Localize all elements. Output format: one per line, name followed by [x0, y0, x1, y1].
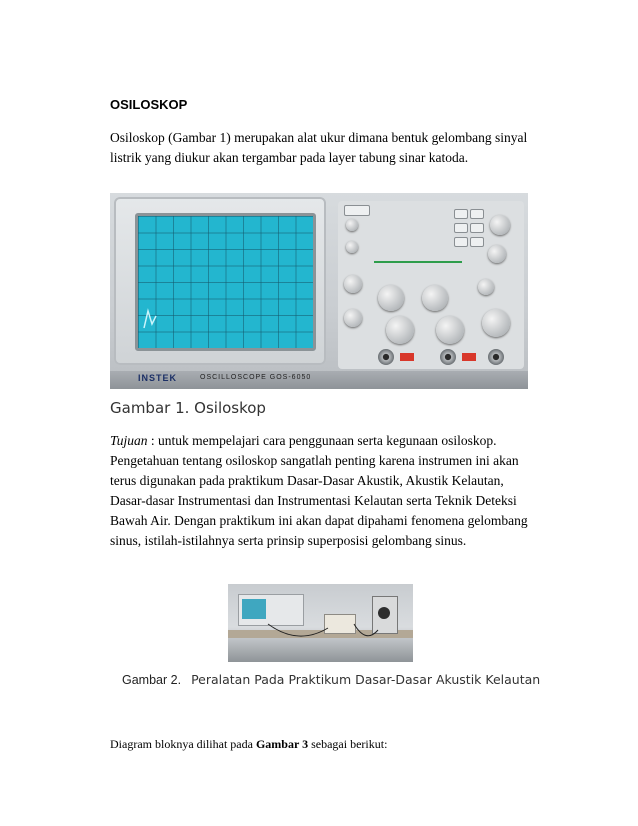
ch2-input-connector — [440, 349, 456, 365]
control-panel — [338, 201, 524, 369]
ch2-volts-div-knob — [422, 285, 448, 311]
diagram-text-before: Diagram bloknya dilihat pada — [110, 737, 256, 751]
warning-tag — [462, 353, 476, 361]
time-div-knob — [482, 309, 510, 337]
focus-knob — [344, 309, 362, 327]
panel-button — [470, 223, 484, 233]
level-knob — [488, 245, 506, 263]
ch2-position-knob — [436, 316, 464, 344]
trace-rotation-knob — [346, 241, 358, 253]
warning-tag — [400, 353, 414, 361]
figure-2-caption — [122, 672, 540, 687]
ch1-position-knob — [386, 316, 414, 344]
ext-trigger-connector — [488, 349, 504, 365]
panel-button — [470, 209, 484, 219]
power-button — [344, 205, 370, 216]
tujuan-paragraph — [110, 431, 530, 551]
intro-paragraph: Osiloskop (Gambar 1) merupakan alat ukur dimana bentuk gelombang sinyal listrik yang diukur akan tergambar pada layer tabung sinar katoda. — [110, 130, 528, 165]
tujuan-label: Tujuan — [110, 433, 148, 448]
panel-button — [454, 223, 468, 233]
panel-button — [470, 237, 484, 247]
figure-2-text: Peralatan Pada Praktikum Dasar-Dasar Akustik Kelautan — [191, 672, 541, 687]
tujuan-text: : untuk mempelajari cara penggunaan serta kegunaan osiloskop. Pengetahuan tentang osiloskop sangatlah penting karena instrumen ini akan terus digunakan pada praktikum Dasar-Dasar Akustik, Akustik Kelautan, Dasar-dasar Instrumentasi dan Instrumentasi Kelautan serta Teknik Deteksi Bawah Air. Dengan praktikum ini akan dapat dipahami fenomena gelombang sinus, istilah-istilahnya serta prinsip superposisi gelombang sinus. — [110, 433, 528, 548]
diagram-reference-line — [110, 737, 387, 752]
cables — [228, 584, 413, 662]
model-label: OSCILLOSCOPE GOS-6050 — [200, 374, 312, 381]
oscilloscope-photo — [110, 193, 528, 389]
horizontal-position-knob — [478, 279, 494, 295]
figure-1-caption: Gambar 1. Osiloskop — [110, 399, 266, 417]
ch1-input-connector — [378, 349, 394, 365]
panel-button — [454, 209, 468, 219]
ch1-volts-div-knob — [378, 285, 404, 311]
panel-button — [454, 237, 468, 247]
waveform-trace — [138, 216, 313, 348]
holdoff-knob — [490, 215, 510, 235]
vertical-section-line — [374, 261, 462, 263]
diagram-text-after: sebagai berikut: — [308, 737, 388, 751]
lab-equipment-photo — [228, 584, 413, 662]
brand-logo: INSTEK — [138, 373, 178, 383]
section-heading: OSILOSKOP — [110, 97, 188, 112]
figure-2-number: Gambar 2. — [122, 673, 182, 687]
intensity-knob — [346, 219, 358, 231]
oscilloscope-screen — [135, 213, 316, 351]
intensity-main-knob — [344, 275, 362, 293]
diagram-figure-ref: Gambar 3 — [255, 737, 309, 751]
